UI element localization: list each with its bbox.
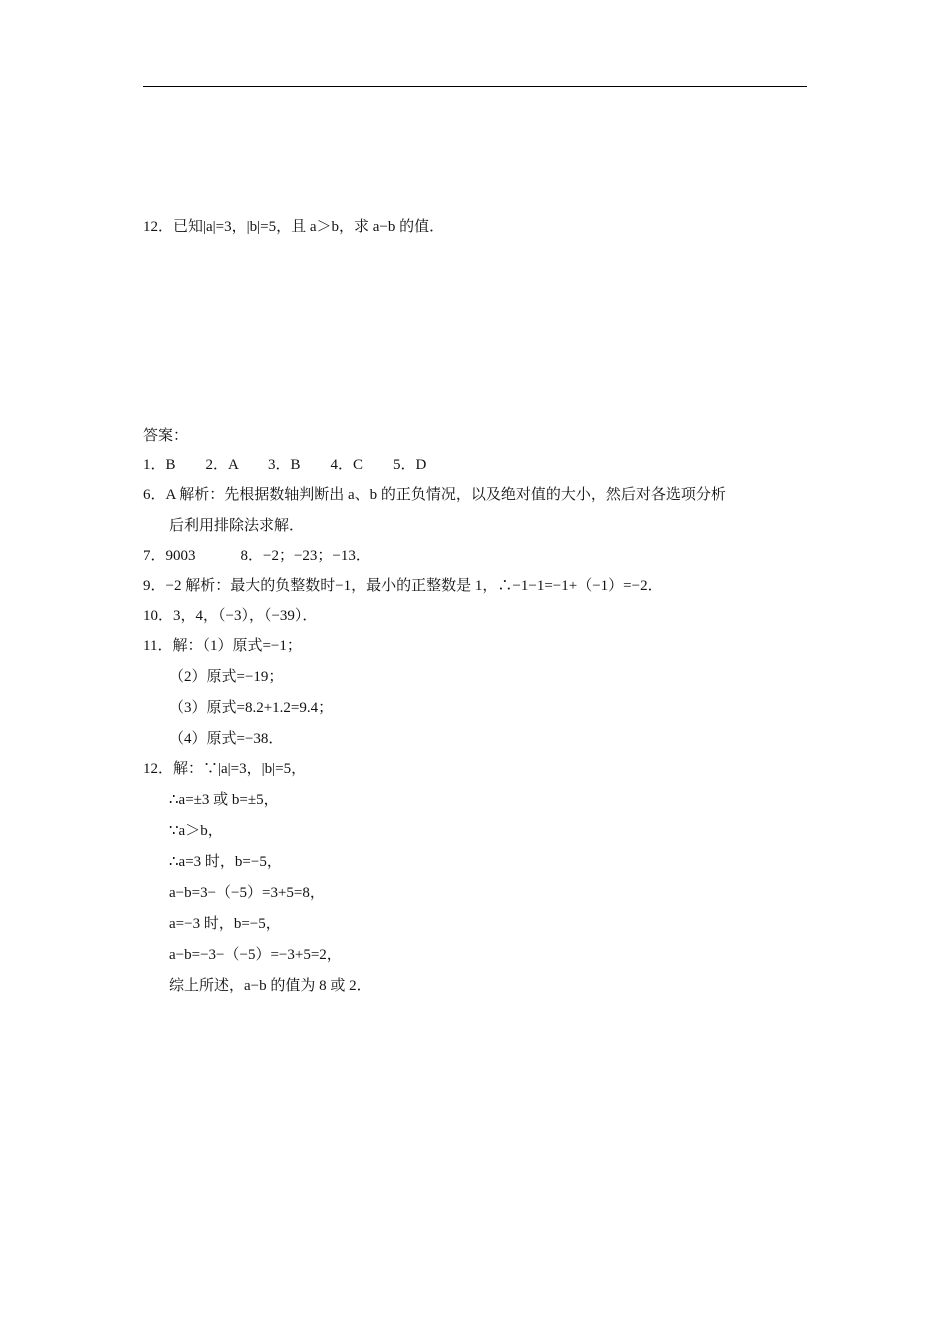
answer-line: 12．解：∵|a|=3，|b|=5， — [143, 761, 307, 777]
answer-line: 1．B 2．A 3．B 4．C 5．D — [143, 457, 427, 473]
answer-line: （3）原式=8.2+1.2=9.4； — [169, 700, 334, 716]
answer-line: ∴a=±3 或 b=±5， — [169, 792, 279, 808]
answer-line: a=−3 时，b=−5， — [169, 916, 281, 932]
answer-line: 6．A 解析：先根据数轴判断出 a、b 的正负情况，以及绝对值的大小，然后对各选项分析 — [143, 487, 726, 503]
question-12: 12．已知|a|=3，|b|=5，且 a＞b，求 a−b 的值． — [143, 219, 445, 235]
answers-heading: 答案： — [143, 428, 189, 444]
header-rule — [143, 86, 807, 87]
answer-line: a−b=3−（−5）=3+5=8， — [169, 885, 325, 901]
answer-line: 11．解：（1）原式=−1； — [143, 638, 302, 654]
answer-line: ∴a=3 时，b=−5， — [169, 854, 282, 870]
answer-line: 综上所述，a−b 的值为 8 或 2． — [169, 978, 372, 994]
answer-line: ∵a＞b， — [169, 823, 223, 839]
answer-line: a−b=−3−（−5）=−3+5=2， — [169, 947, 342, 963]
answer-line: 10．3，4，（−3），（−39）． — [143, 608, 318, 624]
answer-line: 9．−2 解析：最大的负整数时−1，最小的正整数是 1，∴−1−1=−1+（−1）=−2． — [143, 578, 663, 594]
answer-line: （2）原式=−19； — [169, 669, 284, 685]
answer-line: 后利用排除法求解． — [169, 518, 305, 534]
answer-line: （4）原式=−38． — [169, 731, 284, 747]
answer-line: 7．9003 8．−2；−23；−13． — [143, 548, 371, 564]
